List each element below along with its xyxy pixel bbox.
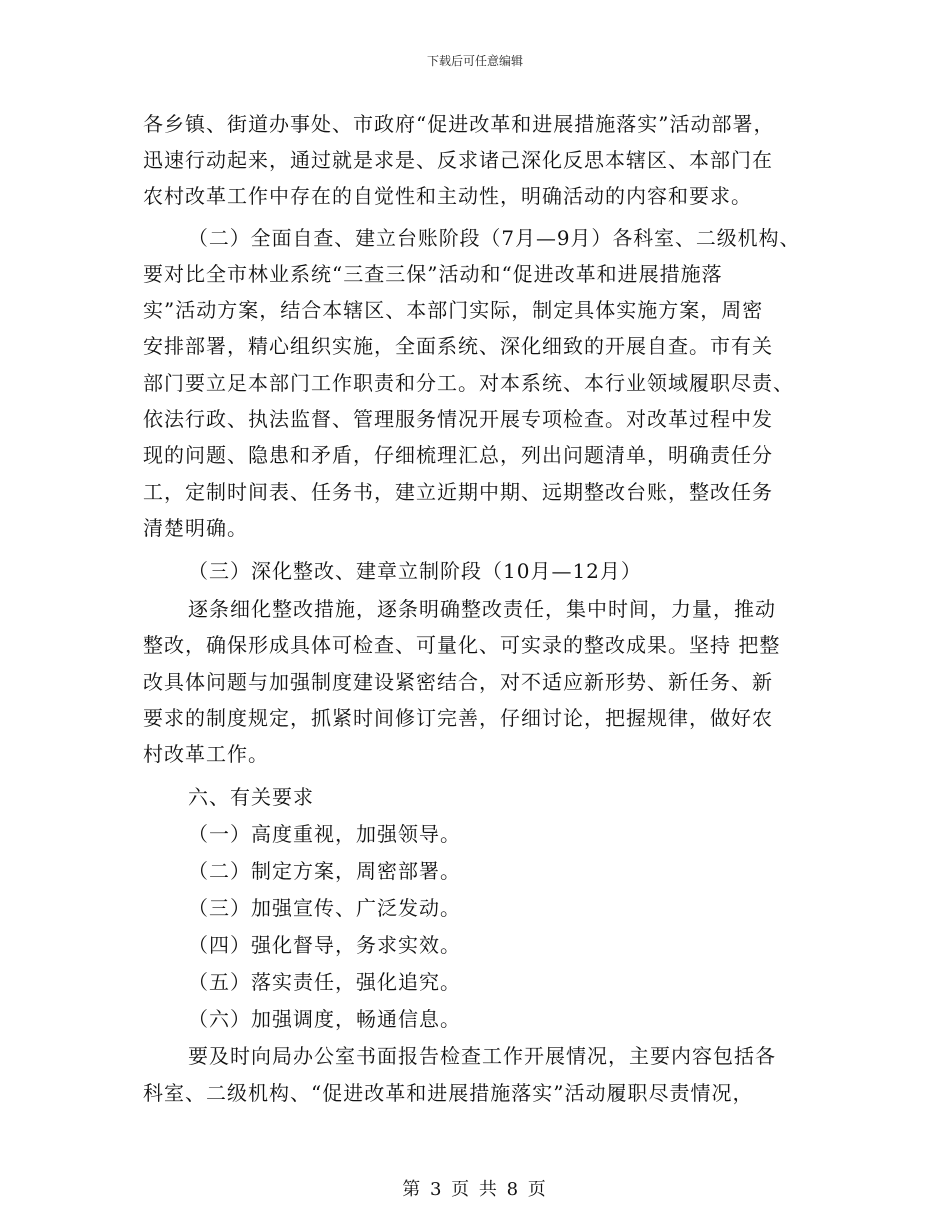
section-heading: 六、有关要求 [188,785,314,809]
text-line: 要求的制度规定，抓紧时间修订完善，仔细讨论，把握规律，做好农 [143,706,773,730]
text-line: 现的问题、隐患和矛盾，仔细梳理汇总，列出问题清单，明确责任分 [143,443,773,467]
text-line: 要及时向局办公室书面报告检查工作开展情况，主要内容包括各 [188,1044,776,1068]
list-item: （二）制定方案，周密部署。 [188,859,461,883]
list-item: （六）加强调度，畅通信息。 [188,1007,461,1031]
list-item: （四）强化督导，务求实效。 [188,933,461,957]
page-footer: 第 3 页 共 8 页 [402,1179,548,1200]
text-line: 整改，确保形成具体可检查、可量化、可实录的整改成果。坚持 把整 [143,633,781,657]
list-item: （一）高度重视，加强领导。 [188,822,461,846]
list-item: （五）落实责任，强化追究。 [188,970,461,994]
text-line: 逐条细化整改措施，逐条明确整改责任，集中时间，力量，推动 [188,597,776,621]
text-line: 部门要立足本部门工作职责和分工。对本系统、本行业领域履职尽责、 [143,371,794,395]
text-line: 农村改革工作中存在的自觉性和主动性，明确活动的内容和要求。 [143,184,752,208]
text-line: 改具体问题与加强制度建设紧密结合，对不适应新形势、新任务、新 [143,670,773,694]
text-line: 科室、二级机构、“促进改革和进展措施落实”活动履职尽责情况， [143,1081,754,1105]
text-line: 各乡镇、街道办事处、市政府“促进改革和进展措施落实”活动部署， [143,112,775,136]
text-line: 依法行政、执法监督、管理服务情况开展专项检查。对改革过程中发 [143,407,773,431]
text-line: 实”活动方案，结合本辖区、本部门实际，制定具体实施方案，周密 [143,298,764,322]
page-header: 下载后可任意编辑 [426,54,523,68]
text-line: 安排部署，精心组织实施，全面系统、深化细致的开展自查。市有关 [143,334,773,358]
list-item: （三）加强宣传、广泛发动。 [188,896,461,920]
text-line: （二）全面自查、建立台账阶段（7月—9月）各科室、二级机构、 [188,226,801,250]
text-line: 村改革工作。 [143,742,269,766]
text-line: （三）深化整改、建章立制阶段（10月—12月） [188,559,642,583]
text-line: 迅速行动起来，通过就是求是、反求诸己深化反思本辖区、本部门在 [143,148,773,172]
text-line: 清楚明确。 [143,516,248,540]
text-line: 要对比全市林业系统“三查三保”活动和“促进改革和进展措施落 [143,262,723,286]
text-line: 工，定制时间表、任务书，建立近期中期、远期整改台账，整改任务 [143,480,773,504]
